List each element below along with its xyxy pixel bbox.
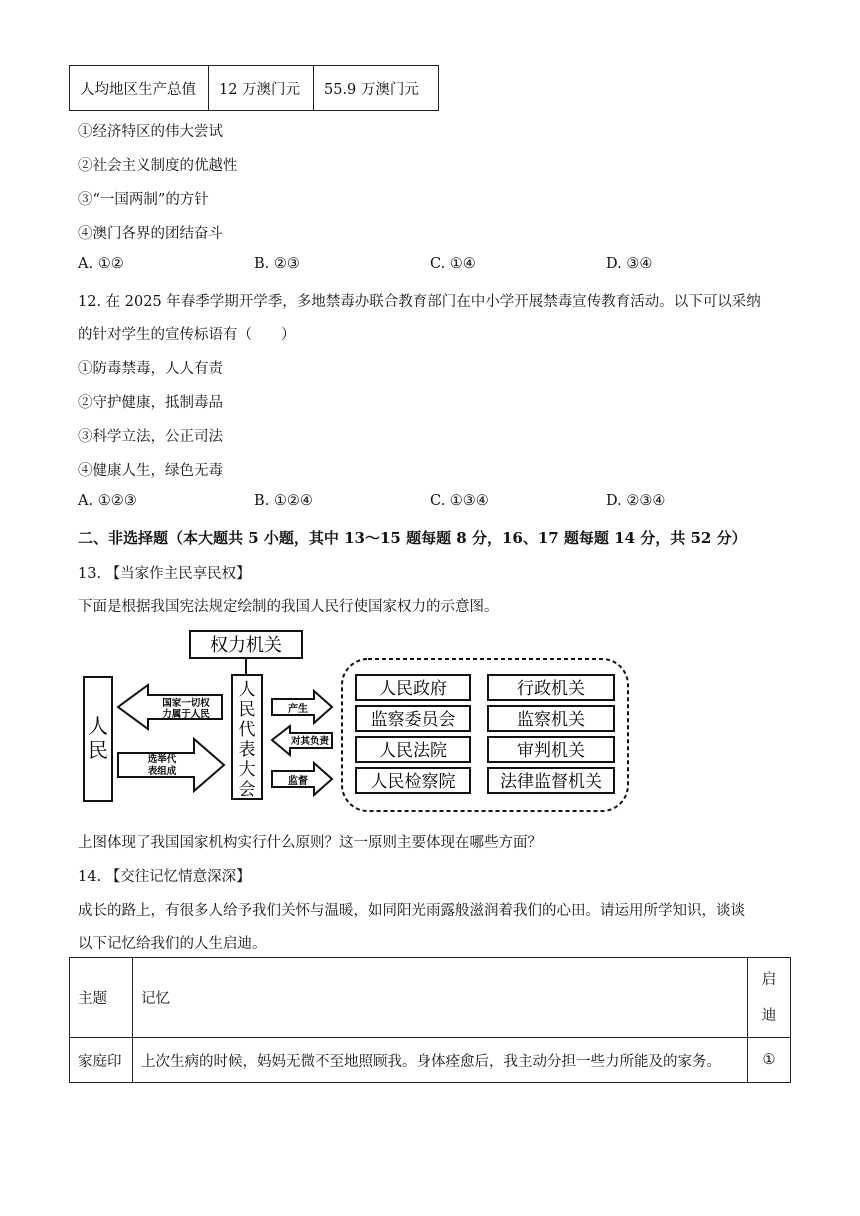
header-char: 启 [761,971,777,988]
congress-char: 代 [238,720,256,740]
table-header-theme: 主题 [70,958,133,1038]
state-power-diagram [70,625,640,815]
type-legal-supervision: 法律监督机关 [500,772,602,792]
congress-char: 会 [238,780,256,800]
congress-char: 表 [238,740,256,760]
table-cell: 55.9 万澳门元 [314,66,439,111]
type-administrative: 行政机关 [517,679,585,699]
header-char: 迪 [761,1007,777,1024]
table-cell: 家庭印 [70,1038,133,1083]
q12-stem-line1: 12. 在 2025 年春季学期开学季，多地禁毒办联合教育部门在中小学开展禁毒宣传教育活动。以下可以采纳 [78,294,761,310]
type-supervisory: 监察机关 [517,710,585,730]
section-heading: 二、非选择题（本大题共 5 小题，其中 13～15 题每题 8 分，16、17 题每题 14 分，共 52 分） [78,529,747,547]
q11-statement-1: ①经济特区的伟大尝试 [78,124,223,140]
arrow-elect-congress [118,739,224,791]
arrow-supervise-label: 监督 [288,776,308,787]
table-cell: 12 万澳门元 [209,66,314,111]
q14-intro-line2: 以下记忆给我们的人生启迪。 [78,936,267,952]
q12-option-d[interactable]: D. ②③④ [606,493,666,509]
organ-supervisory-commission: 监察委员会 [370,710,456,730]
power-organ-label: 权力机关 [210,635,282,656]
arrow-right-label-1: 选举代 [147,754,177,765]
q12-option-b[interactable]: B. ①②④ [254,493,313,509]
q12-statement-4: ④健康人生，绿色无毒 [78,463,223,479]
q12-statement-2: ②守护健康，抵制毒品 [78,395,223,411]
q11-statement-3: ③“一国两制”的方针 [78,192,209,208]
q12-stem-line2: 的针对学生的宣传标语有（ ） [78,327,296,343]
q11-statement-4: ④澳门各界的团结奋斗 [78,226,223,242]
arrow-left-label-2: 力属于人民 [162,709,210,720]
memory-table [69,957,791,1083]
q13-intro: 下面是根据我国宪法规定绘制的我国人民行使国家权力的示意图。 [78,599,499,615]
type-judicial: 审判机关 [517,741,585,761]
table-cell: 上次生病的时候，妈妈无微不至地照顾我。身体痊愈后，我主动分担一些力所能及的家务。 [133,1038,748,1083]
q13-question: 上图体现了我国国家机构实行什么原则？这一原则主要体现在哪些方面？ [78,835,542,851]
q11-option-b[interactable]: B. ②③ [254,256,300,272]
arrow-produce-label: 产生 [288,704,308,715]
q12-statement-1: ①防毒禁毒，人人有责 [78,361,223,377]
q11-option-a[interactable]: A. ①② [78,256,124,272]
people-char-1: 人 [88,714,108,738]
organ-government: 人民政府 [379,679,447,699]
q13-title: 13. 【当家作主民享民权】 [78,566,251,582]
q11-statement-2: ②社会主义制度的优越性 [78,158,238,174]
q12-option-c[interactable]: C. ①③④ [430,493,489,509]
people-char-2: 民 [88,738,108,762]
table-cell: ① [748,1038,791,1083]
q14-title: 14. 【交往记忆情意深深】 [78,869,251,885]
arrow-left-label-1: 国家一切权 [162,698,210,709]
q11-option-d[interactable]: D. ③④ [606,256,653,272]
table-header-inspiration [748,958,791,1038]
table-row [70,1038,791,1083]
table-row [70,958,791,1038]
arrow-right-label-2: 表组成 [147,766,177,777]
q14-intro-line1: 成长的路上，有很多人给予我们关怀与温暖，如同阳光雨露般滋润着我们的心田。请运用所学知识，谈谈 [78,903,745,919]
economic-table [69,65,439,111]
congress-char: 民 [238,700,256,720]
congress-char: 人 [238,680,256,700]
table-cell: 人均地区生产总值 [70,66,209,111]
table-header-memory: 记忆 [133,958,748,1038]
table-row [70,66,439,111]
arrow-responsible-label: 对其负责 [290,736,330,747]
q11-option-c[interactable]: C. ①④ [430,256,476,272]
organ-court: 人民法院 [379,741,447,761]
organ-procuratorate: 人民检察院 [370,772,456,792]
q12-option-a[interactable]: A. ①②③ [78,493,137,509]
q12-statement-3: ③科学立法，公正司法 [78,429,223,445]
congress-char: 大 [238,760,256,780]
